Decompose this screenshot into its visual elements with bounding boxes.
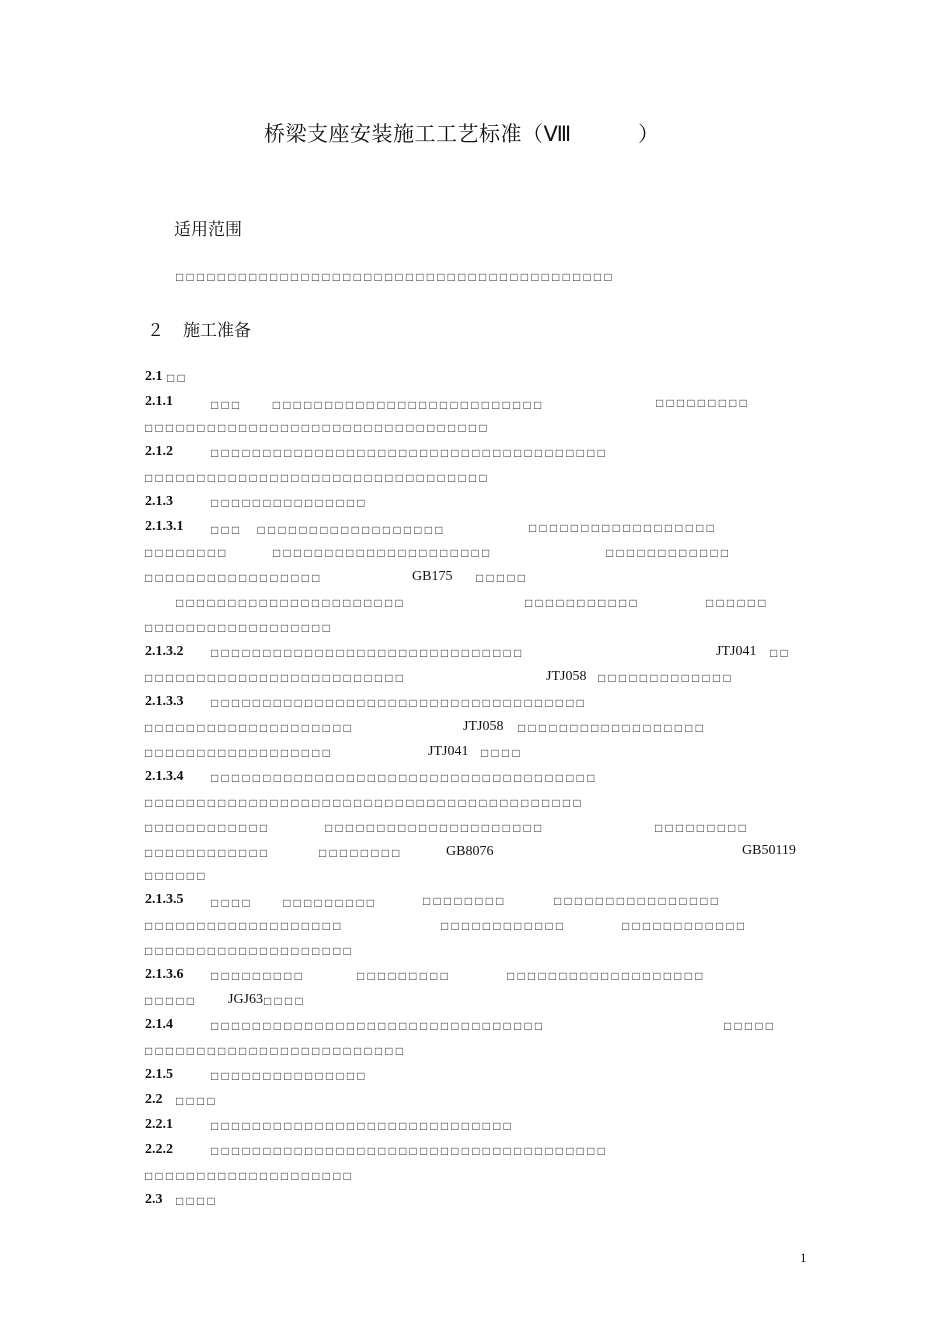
clause-number: 2.1.3.4 (145, 769, 184, 784)
clause-text: □□□□□□□□□□□□□□□□□□□□□□□□□□□□□□□□□□□□ (211, 696, 588, 710)
clause-text: □□□□□□□□□□□ (525, 596, 640, 610)
clause-text: □□□□□□□□□□□□□□□□□□□□ (145, 944, 354, 958)
standard-code: GB175 (412, 569, 453, 584)
standard-code: GB8076 (446, 844, 494, 859)
clause-text: □□□□□□ (706, 596, 769, 610)
clause-text: □□□□□□□□□□□□□□□□□□ (145, 746, 334, 760)
clause-text: □□□□□□□□□□□□□□□□□□□□□ (273, 546, 493, 560)
clause-text: □□□□□□□□□□□□ (441, 919, 567, 933)
clause-number: 2.1.3.2 (145, 644, 184, 659)
clause-text: □□□□□□□□□□□□□□□□□□□□ (145, 1169, 354, 1183)
section-1-heading: 适用范围 (174, 220, 242, 240)
clause-number: 2.1.3.5 (145, 892, 184, 907)
clause-text: □□ (167, 371, 188, 385)
document-title: 桥梁支座安装施工工艺标准（Ⅷ (264, 122, 572, 146)
clause-text: □□□□□□□□□ (656, 396, 751, 410)
clause-number: 2.1.3 (145, 494, 173, 509)
clause-text: □□□ □□□□□□□□□□□□□□□□□□□□□□□□□□ (211, 398, 545, 412)
clause-text: □□□□□□□□□□□□□□□□□□□□□□□□□□□□□□ (211, 646, 525, 660)
clause-number: 2.2.2 (145, 1142, 173, 1157)
clause-text: □□□□□□□□□□□□□□□□□□□□□□□□□□□□□ (211, 1119, 514, 1133)
clause-number: 2.2.1 (145, 1117, 173, 1132)
clause-text: □□□□□□□□□□□□□ (598, 671, 734, 685)
clause-text: □□□□□□□□□□□□□□□□□□□□□□□□□□□□□□□□ (211, 1019, 546, 1033)
clause-text: □□□□□ (145, 994, 198, 1008)
clause-text: □□□□□□□□□□□□□□□□□□□□□□□□□□□□□□□□□ (145, 471, 490, 485)
clause-text: □□□□□□□□□□□□ (622, 919, 748, 933)
clause-text: □□□□□□□□□□□□ (606, 546, 732, 560)
page-number: 1 (800, 1250, 807, 1265)
clause-text: □□□□□□□□□ (211, 969, 306, 983)
document-title-close-paren: ） (638, 122, 659, 146)
clause-text: □□□□□□□□□□□□ (145, 821, 271, 835)
clause-text: □□□□ (481, 746, 523, 760)
clause-text: □□□□□□□□□□□□□□□□□□□□□□□□□□□□□□□□□ (145, 421, 490, 435)
clause-text: □□□□□□□□□□□□□□□□ (554, 894, 722, 908)
clause-text: □□□□ (176, 1094, 218, 1108)
clause-text: □□□□□□□□□□□□□□□□□□□□□□□□□□□□□□□□□□□□□ (211, 771, 598, 785)
clause-text: □□□□□□□□□□□□□□□□□□□ (145, 919, 344, 933)
standard-code: JTJ058 (546, 669, 587, 684)
standard-code: JTJ041 (716, 644, 757, 659)
clause-text: □□□□□□□□□ (655, 821, 750, 835)
clause-text: □□□□□□□□□□□□ (145, 846, 271, 860)
clause-text: □□□□□□□□□□□□□□□□□□□□ (145, 721, 354, 735)
section-1-body: □□□□□□□□□□□□□□□□□□□□□□□□□□□□□□□□□□□□□□□□□□ (176, 270, 615, 284)
clause-text: □□□ □□□□□□□□□□□□□□□□□□ (211, 523, 446, 537)
clause-text: □□□□□□□□□□□□□□□□□□□□□□□□□ (145, 671, 407, 685)
clause-text: □□□□□□□□□□□□□□□ (211, 1069, 368, 1083)
clause-number: 2.1.3.3 (145, 694, 184, 709)
clause-number: 2.1.3.6 (145, 967, 184, 982)
clause-text: □□□□□□□□□□□□□□□□□□□□□□□□□□□□□□□□□□□□□□ (211, 446, 609, 460)
clause-text: □□□□ □□□□□□□□□ (211, 896, 378, 910)
clause-text: □□□□□□□□ (145, 546, 229, 560)
clause-number: 2.1.3.1 (145, 519, 184, 534)
clause-number: 2.1.5 (145, 1067, 173, 1082)
clause-text: □□□□□□□□□□□□□□□□□□□□□□□□□□□□□□□□□□□□□□ (211, 1144, 609, 1158)
standard-code: JTJ041 (428, 744, 469, 759)
clause-text: □□□□□□□□□□□□□□□□□□□ (507, 969, 706, 983)
clause-text: □□□□□□□□□□□□□□□□□□□□□□□□□ (145, 1044, 407, 1058)
clause-text: □□□□□ (724, 1019, 777, 1033)
clause-text: □□□□□□□□□□□□□□□ (211, 496, 368, 510)
clause-text: □□□□□□□□ (423, 894, 507, 908)
clause-text: □□□□□ (476, 571, 529, 585)
standard-code: JTJ058 (463, 719, 504, 734)
clause-text: □□□□□□□□□□□□□□□□□□□□□□ (176, 596, 406, 610)
clause-text: □□□□□□□□□□□□□□□□□□□□□□□□□□□□□□□□□□□□□□□□□□ (145, 796, 584, 810)
clause-text: □□□□□□□□□□□□□□□□□□□□□ (325, 821, 545, 835)
clause-text: □□ (770, 646, 791, 660)
clause-text: □□□□□□□□□ (357, 969, 452, 983)
section-2-heading: 施工准备 (183, 321, 251, 341)
clause-text: □□□□□□□□□□□□□□□□□□ (145, 621, 334, 635)
clause-text: □□□□□□□□□□□□□□□□□□ (529, 521, 718, 535)
clause-number: 2.1.4 (145, 1017, 173, 1032)
clause-text: □□□□ (264, 994, 306, 1008)
clause-number: 2.1.1 (145, 394, 173, 409)
standard-code: JGJ63 (228, 992, 264, 1007)
clause-number: 2.3 (145, 1192, 163, 1207)
clause-number: 2.1 (145, 369, 163, 384)
section-2-number: ２ (147, 321, 164, 341)
clause-text: □□□□□□□□□□□□□□□□□□ (518, 721, 707, 735)
clause-number: 2.1.2 (145, 444, 173, 459)
clause-text: □□□□□□□□□□□□□□□□□ (145, 571, 323, 585)
clause-text: □□□□ (176, 1194, 218, 1208)
clause-text: □□□□□□□□ (319, 846, 403, 860)
clause-text: □□□□□□ (145, 869, 208, 883)
clause-number: 2.2 (145, 1092, 163, 1107)
standard-code-gb50119: GB50119 (742, 843, 796, 858)
